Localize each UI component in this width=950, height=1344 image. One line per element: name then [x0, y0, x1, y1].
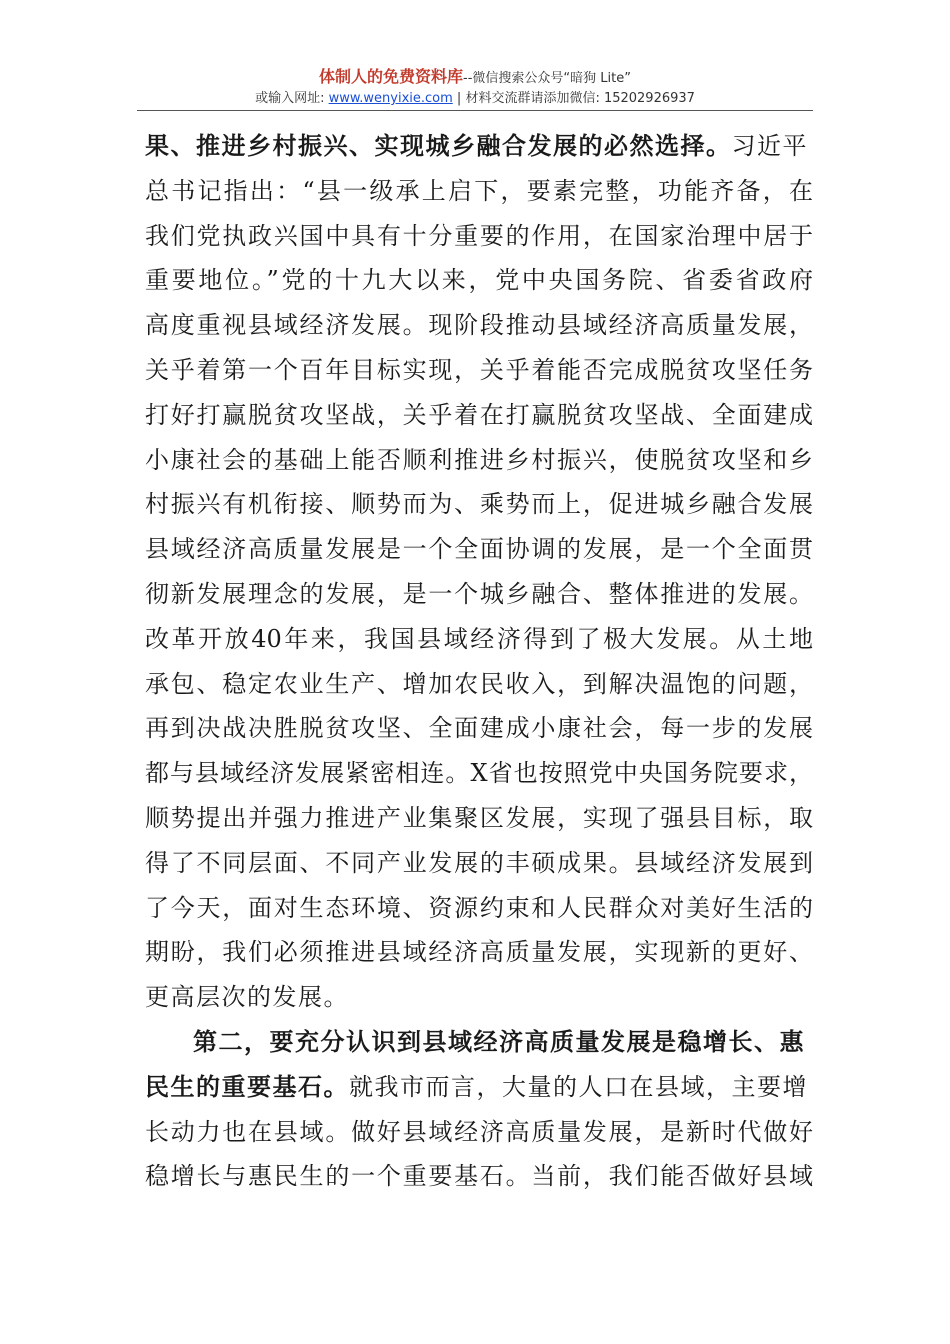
text-line: 更高层次的发展。 — [145, 983, 349, 1012]
text-line: 我们党执政兴国中具有十分重要的作用，在国家治理中居于 — [145, 221, 813, 250]
text-line: 总书记指出：“县一级承上启下，要素完整，功能齐备，在 — [145, 176, 813, 205]
document-body — [145, 124, 813, 1199]
text-line: 长动力也在县域。做好县域经济高质量发展，是新时代做好 — [145, 1117, 813, 1146]
text-line: 彻新发展理念的发展，是一个城乡融合、整体推进的发展。 — [145, 579, 813, 608]
text-line — [145, 1065, 813, 1110]
text-line: 高度重视县域经济发展。现阶段推动县域经济高质量发展， — [145, 311, 813, 340]
section-heading-line: 第二，要充分认识到县域经济高质量发展是稳增长、惠 — [193, 1026, 805, 1056]
header-divider — [137, 110, 813, 111]
header-url-prefix: 或输入网址: — [255, 91, 329, 106]
header-contact: | 材料交流群请添加微信: 15202926937 — [452, 91, 695, 106]
text-line: 改革开放40年来，我国县域经济得到了极大发展。从土地 — [145, 624, 813, 653]
text-line: 再到决战决胜脱贫攻坚、全面建成小康社会，每一步的发展 — [145, 714, 813, 743]
text-line: 期盼，我们必须推进县域经济高质量发展，实现新的更好、 — [145, 938, 813, 967]
text-line: 村振兴有机衔接、顺势而为、乘势而上，促进城乡融合发展 — [145, 490, 813, 519]
text-run: 习近平 — [731, 132, 808, 160]
page-header — [0, 66, 950, 108]
text-line: 了今天，面对生态环境、资源约束和人民群众对美好生活的 — [145, 893, 813, 922]
bold-phrase: 果、推进乡村振兴、实现城乡融合发展的必然选择。 — [145, 131, 732, 160]
text-line: 打好打赢脱贫攻坚战，关乎着在打赢脱贫攻坚战、全面建成 — [145, 400, 813, 429]
text-line: 得了不同层面、不同产业发展的丰硕成果。县域经济发展到 — [145, 848, 813, 877]
text-line: 县域经济高质量发展是一个全面协调的发展，是一个全面贯 — [145, 535, 813, 564]
header-url-link[interactable]: www.wenyixie.com — [328, 91, 453, 106]
text-line: 重要地位。”党的十九大以来，党中央国务院、省委省政府 — [145, 266, 813, 295]
header-brand: 体制人的免费资料库 — [319, 67, 464, 86]
bold-phrase: 民生的重要基石。 — [145, 1071, 349, 1101]
text-line: 稳增长与惠民生的一个重要基石。当前，我们能否做好县域 — [145, 1162, 813, 1191]
text-line: 小康社会的基础上能否顺利推进乡村振兴，使脱贫攻坚和乡 — [145, 445, 813, 474]
text-line: 都与县域经济发展紧密相连。X省也按照党中央国务院要求， — [145, 759, 813, 788]
text-line: 顺势提出并强力推进产业集聚区发展，实现了强县目标，取 — [145, 803, 813, 832]
text-run: 就我市而言，大量的人口在县域，主要增 — [349, 1072, 808, 1101]
header-line-1 — [0, 66, 950, 90]
header-tagline: --微信搜索公众号“暗狗 Lite” — [463, 71, 631, 86]
header-line-2 — [0, 90, 950, 108]
text-line: 关乎着第一个百年目标实现，关乎着能否完成脱贫攻坚任务 — [145, 355, 813, 384]
text-line: 承包、稳定农业生产、增加农民收入，到解决温饱的问题， — [145, 669, 813, 698]
text-line — [145, 124, 813, 169]
